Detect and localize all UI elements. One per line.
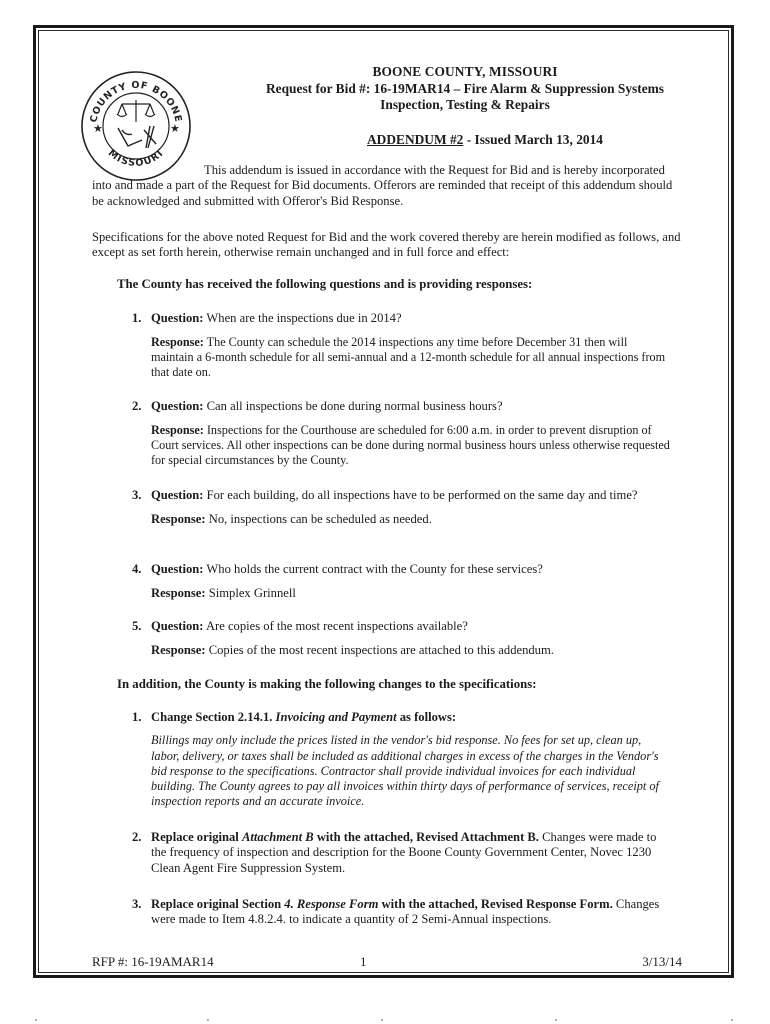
response-text: The County can schedule the 2014 inspections any time before December 31 then will maintain a 6-month schedule for all semi-annual and a 12-month schedule for all annual inspections from that date on.: [151, 335, 666, 380]
footer-date: 3/13/14: [642, 954, 682, 969]
change-title-b: with the attached, Revised Response Form.: [378, 897, 613, 911]
svg-text:★: ★: [93, 122, 103, 135]
question-label: Question:: [151, 562, 204, 576]
addendum-issued: - Issued March 13, 2014: [463, 131, 603, 147]
qa-number: 2.: [132, 399, 142, 413]
change-title-b: with the attached, Revised Attachment B.: [313, 830, 539, 844]
intro-paragraph: [92, 163, 686, 209]
change-title-italic: 4. Response Form: [284, 897, 379, 911]
question-text: For each building, do all inspections have to be performed on the same day and time?: [203, 488, 638, 502]
specs-paragraph: Specifications for the above noted Request for Bid and the work covered thereby are herein modified as follows, and except as set forth herein, otherwise remain unchanged and in full force and effect:: [92, 230, 681, 260]
addendum-label: ADDENDUM #2: [367, 131, 464, 147]
header-county: BOONE COUNTY, MISSOURI: [372, 64, 558, 79]
qa-item-2: [132, 399, 672, 468]
change-title-b: as follows:: [396, 710, 457, 724]
footer-rfp: RFP #: 16-19AMAR14: [92, 954, 214, 969]
seal-bottom-text: MISSOURI: [105, 147, 167, 170]
question-text: Can all inspections be done during normal business hours?: [203, 399, 503, 413]
response-label: Response:: [151, 423, 204, 438]
qa-number: 4.: [132, 562, 142, 576]
intro-text: This addendum is issued in accordance with the Request for Bid and is hereby incorporated into and made a part of the Request for Bid documents. Offerors are reminded that receipt of this addendum should be acknowledged and submitted with Offeror's Bid Response.: [92, 163, 673, 208]
response-label: Response:: [151, 512, 206, 527]
header-subtitle: Inspection, Testing & Repairs: [380, 97, 550, 113]
scales-icon: [117, 100, 155, 122]
question-text: Are copies of the most recent inspections available?: [203, 619, 468, 633]
qa-number: 3.: [132, 488, 142, 502]
response-label: Response:: [151, 335, 204, 350]
qa-item-1: [132, 311, 672, 380]
change-number: 3.: [132, 897, 142, 911]
addendum-line: [232, 132, 698, 149]
header-rfb-title: Request for Bid #: 16-19MAR14 – Fire Alarm & Suppression Systems: [266, 80, 664, 96]
response-text: Copies of the most recent inspections are attached to this addendum.: [205, 643, 554, 658]
change-number: 2.: [132, 830, 142, 844]
qa-item-3: [132, 488, 672, 528]
scan-specks: [0, 1018, 770, 1022]
change-italic-body: Billings may only include the prices listed in the vendor's bid response. No fees for set up, clean up, labor, delivery, or taxes shall be included as additional charges in excess of the charges in the Vendor's bid response to the specifications. Contractor shall provide individual invoices for each individual building. The County agrees to pay all invoices within thirty days of performance of services, receipt of inspection reports and an accurate invoice.: [151, 733, 659, 809]
footer-page-number: 1: [360, 954, 367, 969]
qa-number: 1.: [132, 311, 142, 325]
change-item-2: [132, 830, 672, 876]
qa-item-4: [132, 562, 672, 602]
seal-top-text: COUNTY OF BOONE: [88, 79, 184, 124]
svg-text:★: ★: [170, 122, 180, 135]
response-text: Inspections for the Courthouse are scheduled for 6:00 a.m. in order to prevent disruption of Court services. All other inspections can be done during normal business hours unless otherwise requested for special circumstances by the County.: [151, 423, 670, 468]
question-label: Question:: [151, 488, 204, 502]
change-title-italic: Invoicing and Payment: [275, 710, 397, 724]
change-body: Changes were made to the frequency of inspection and description for the Boone County Government Center, Novec 1230 Clean Agent Fire Suppression System.: [151, 830, 657, 875]
question-label: Question:: [151, 311, 204, 325]
response-text: No, inspections can be scheduled as needed.: [205, 512, 432, 527]
change-title-italic: Attachment B: [241, 830, 314, 844]
change-item-3: [132, 897, 672, 928]
response-text: Simplex Grinnell: [205, 586, 296, 601]
change-title-a: Replace original: [151, 830, 242, 844]
qa-number: 5.: [132, 619, 142, 633]
question-text: Who holds the current contract with the County for these services?: [203, 562, 543, 576]
response-label: Response:: [151, 586, 206, 601]
response-label: Response:: [151, 643, 206, 658]
change-number: 1.: [132, 710, 142, 724]
questions-heading: The County has received the following questions and is providing responses:: [117, 277, 533, 291]
plow-sheaf-icon: [118, 126, 156, 148]
change-title-a: Replace original Section: [151, 897, 285, 911]
question-label: Question:: [151, 399, 204, 413]
question-text: When are the inspections due in 2014?: [203, 311, 402, 325]
document-header: [232, 64, 698, 148]
changes-heading: In addition, the County is making the following changes to the specifications:: [117, 677, 537, 691]
change-title-a: Change Section 2.14.1.: [151, 710, 276, 724]
question-label: Question:: [151, 619, 204, 633]
change-item-1: [132, 710, 672, 810]
qa-item-5: [132, 619, 672, 659]
change-body: Changes were made to Item 4.8.2.4. to indicate a quantity of 2 Semi-Annual inspections.: [151, 897, 660, 927]
